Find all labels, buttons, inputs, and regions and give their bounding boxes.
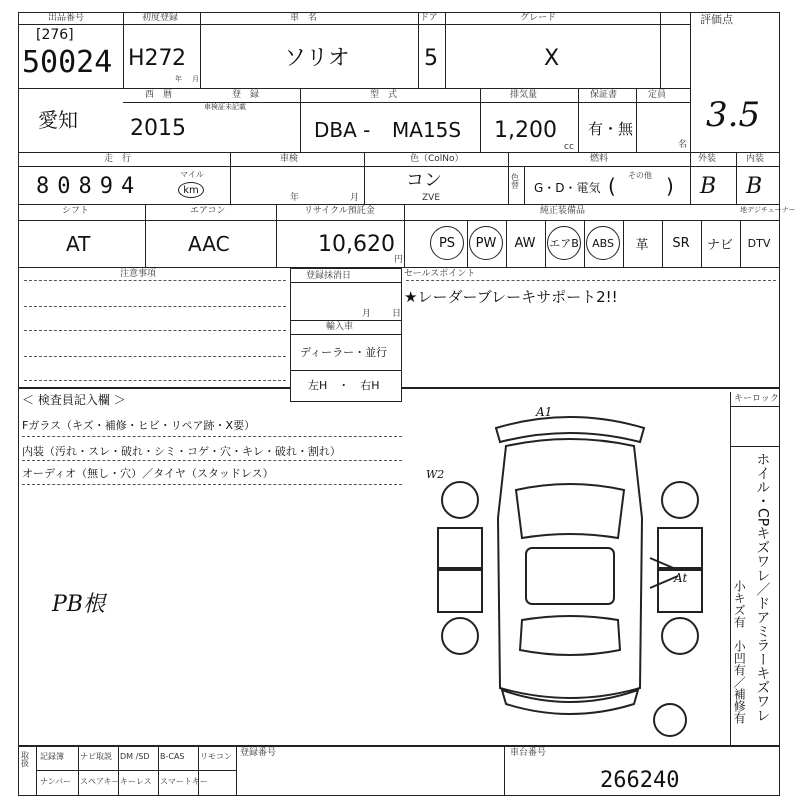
recycle-value: 10,620 [318,232,395,257]
footer-top-label-2: DM /SD [120,752,150,761]
import-handle: 左H ・ 右H [308,379,380,392]
car-name: ソリオ [284,46,350,71]
mark-front: A1 [536,405,553,419]
mark-right: At [674,571,688,585]
handwritten-note: PB根 [52,592,105,617]
recycle-label: リサイクル預託金 [304,206,375,216]
equipment-7: ナビ [706,237,733,253]
model-prefix: DBA - [314,118,371,142]
km-unit: km [178,182,204,198]
equipment-label: 純正装備品 [540,206,586,216]
color-value: コン [406,170,442,191]
ext-label: 外装 [698,154,717,164]
roof [526,548,614,604]
shift-value: AT [66,232,91,256]
equipment-4: ABS [586,226,620,260]
left-rear-door [438,570,482,612]
keylock-label: キーロック [734,394,779,404]
caution-label: 注意事項 [120,269,157,279]
footer-top-label-0: 記録簿 [40,752,64,761]
sales-label: セールスポイント [404,269,476,279]
color-code: ZVE [422,193,441,203]
footer-top-label-4: リモコン [200,752,232,761]
score-value: 3.5 [706,95,761,135]
inspection-title: ＜ 検査員記入欄 ＞ [22,393,126,407]
fuel-label: 燃料 [590,154,609,164]
year-label: 西 暦 [145,90,173,100]
equipment-0: PS [430,226,464,260]
mark-left: W2 [426,468,445,481]
int-grade: B [746,174,763,199]
grade-label: グレード [520,13,557,23]
fuel-value: G・D・電気 [534,181,601,195]
rear-window [520,616,620,655]
inspection-line-2: 内装（汚れ・スレ・破れ・シミ・コゲ・穴・キレ・破れ・割れ） [22,445,341,458]
chassis-number: 266240 [600,768,680,793]
grade-value: X [544,46,560,71]
first-reg-month: 2 [172,46,186,71]
rear-left-wheel [442,618,478,654]
lot-label: 出品番号 [48,13,85,23]
first-reg-era: H27 [128,46,173,71]
mileage-label: 走 行 [104,154,132,164]
car-body [498,439,642,698]
left-front-door [438,528,482,568]
ext-grade: B [700,174,717,199]
first-reg-label: 初度登録 [142,13,179,23]
rear-right-wheel [662,618,698,654]
lot-prefix: [276] [36,27,74,43]
footer-top-label-1: ナビ取説 [80,752,112,761]
front-right-wheel [662,482,698,518]
equipment-1: PW [469,226,503,260]
score-label: 評価点 [700,13,733,26]
footer-bottom-label-0: ナンバー [40,777,72,786]
chassis-label: 車台番号 [510,748,547,758]
vertical-note-2: 小キズ有 小凹有／補修有 [732,580,747,724]
car-diagram [420,398,720,748]
color-label: 色（ColNo） [410,154,464,164]
equipment-5: 革 [635,237,649,253]
windshield [516,484,624,538]
mileage-value: 80894 [36,174,143,199]
car-name-label: 車 名 [290,13,318,23]
model-value: MA15S [392,118,462,142]
inspection-line-1: Fガラス（キズ・補修・ヒビ・リペア跡・X要） [22,419,256,432]
sales-point: ★レーダーブレーキサポート2!! [404,288,618,306]
shift-label: シフト [62,206,90,216]
model-label: 型 式 [370,90,398,100]
footer-top-label-3: B-CAS [160,752,185,761]
region: 愛知 [38,108,78,132]
inspection-line-3: オーディオ（無し・穴）／タイヤ（スタッドレス） [22,467,274,480]
footer-bottom-label-1: スペアキー [80,777,120,786]
lot-number: 50024 [22,45,113,80]
right-front-door [658,528,702,568]
warranty-value: 有・無 [588,120,634,138]
equipment-3: エアB [547,226,581,260]
equipment-6: SR [672,235,690,251]
equipment-8: DTV [747,236,771,250]
footer-side-label: 取扱 [21,751,29,768]
spare-wheel [654,704,686,736]
doors-value: 5 [424,46,438,71]
front-left-wheel [442,482,478,518]
import-dealer: ディーラー・並行 [300,346,388,359]
footer-bottom-label-3: スマートキー [160,777,208,786]
vertical-note-1: ホイル・CPキズワレ／ドアミラーキズワレ [754,452,771,723]
equipment-2: AW [514,235,536,251]
footer-bottom-label-2: キーレス [120,777,152,786]
ac-label: エアコン [190,206,226,216]
int-label: 内装 [746,154,765,164]
ac-value: AAC [188,232,230,256]
reg-no-label: 登録番号 [240,748,277,758]
doors-label: ドア [420,13,438,23]
displacement-value: 1,200 [494,118,557,143]
year-value: 2015 [130,116,186,141]
reg-note: 車検証未記載 [204,103,246,111]
shaken-label: 車検 [280,154,299,164]
